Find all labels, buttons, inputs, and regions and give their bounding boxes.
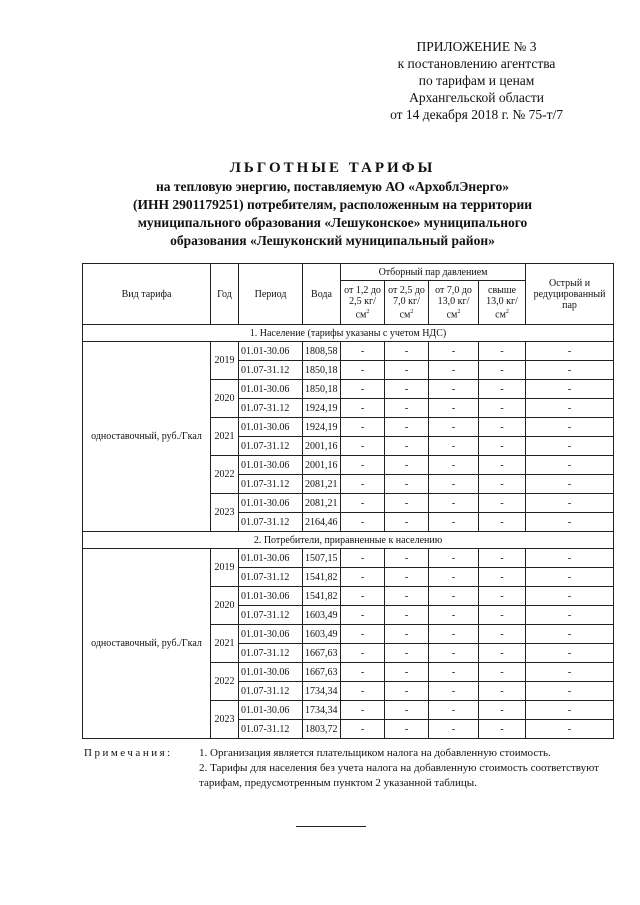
period-cell: 01.07-31.12 <box>239 720 303 739</box>
pressure-cell: - <box>385 437 429 456</box>
table-row <box>83 549 614 568</box>
period-cell: 01.07-31.12 <box>239 644 303 663</box>
pressure-cell: - <box>479 513 526 532</box>
title-line: (ИНН 2901179251) потребителям, расположенным на территории <box>132 197 533 212</box>
pressure-cell: - <box>429 682 479 701</box>
pressure-cell: - <box>385 380 429 399</box>
divider-line <box>296 826 366 827</box>
header-sharp-steam: Острый и редуцированный пар <box>526 264 614 325</box>
pressure-cell: - <box>341 625 385 644</box>
year-cell: 2023 <box>211 701 239 739</box>
pressure-cell: - <box>479 682 526 701</box>
pressure-cell: - <box>479 720 526 739</box>
superscript: 2 <box>366 308 370 315</box>
water-cell: 1667,63 <box>303 644 341 663</box>
period-cell: 01.01-30.06 <box>239 494 303 513</box>
water-cell: 1803,72 <box>303 720 341 739</box>
period-cell: 01.01-30.06 <box>239 587 303 606</box>
period-cell: 01.01-30.06 <box>239 342 303 361</box>
table-row <box>83 342 614 361</box>
pressure-cell: - <box>341 456 385 475</box>
pressure-cell: - <box>341 720 385 739</box>
pressure-cell: - <box>429 380 479 399</box>
header-year: Год <box>211 264 239 325</box>
water-cell: 1507,15 <box>303 549 341 568</box>
notes-label: Примечания: <box>84 747 173 759</box>
pressure-cell: - <box>479 418 526 437</box>
header-tariff-type: Вид тарифа <box>83 264 211 325</box>
header-pressure-2 <box>385 281 429 325</box>
pressure-cell: - <box>479 456 526 475</box>
year-cell: 2022 <box>211 663 239 701</box>
pressure-cell: - <box>341 475 385 494</box>
pressure-cell: - <box>429 701 479 720</box>
period-cell: 01.07-31.12 <box>239 568 303 587</box>
period-cell: 01.07-31.12 <box>239 399 303 418</box>
pressure-cell: - <box>341 437 385 456</box>
section-title: 2. Потребители, приравненные к населению <box>83 532 614 549</box>
sharp-steam-cell: - <box>526 475 614 494</box>
appendix-line: по тарифам и ценам <box>418 73 535 88</box>
superscript: 2 <box>410 308 414 315</box>
tariff-type-cell: одноставочный, руб./Гкал <box>83 549 211 739</box>
pressure-cell: - <box>429 361 479 380</box>
pressure-cell: - <box>385 342 429 361</box>
pressure-cell: - <box>479 361 526 380</box>
pressure-cell: - <box>385 720 429 739</box>
pressure-cell: - <box>429 606 479 625</box>
sharp-steam-cell: - <box>526 513 614 532</box>
period-cell: 01.07-31.12 <box>239 361 303 380</box>
period-cell: 01.01-30.06 <box>239 549 303 568</box>
water-cell: 2081,21 <box>303 494 341 513</box>
sharp-steam-cell: - <box>526 418 614 437</box>
period-cell: 01.01-30.06 <box>239 625 303 644</box>
document-title <box>40 158 625 250</box>
note-item: 2. Тарифы для населения без учета налога на добавленную стоимость соответствуют тарифам, предусмотренным пунктом 2 указанной таблицы. <box>199 762 599 789</box>
note-item: 1. Организация является плательщиком налога на добавленную стоимость. <box>199 747 551 759</box>
pressure-cell: - <box>479 380 526 399</box>
water-cell: 1734,34 <box>303 701 341 720</box>
pressure-cell: - <box>385 418 429 437</box>
pressure-cell: - <box>479 342 526 361</box>
sharp-steam-cell: - <box>526 568 614 587</box>
year-cell: 2020 <box>211 587 239 625</box>
pressure-cell: - <box>429 625 479 644</box>
water-cell: 2001,16 <box>303 437 341 456</box>
pressure-cell: - <box>385 644 429 663</box>
period-cell: 01.07-31.12 <box>239 682 303 701</box>
pressure-cell: - <box>385 587 429 606</box>
pressure-cell: - <box>385 568 429 587</box>
header-pressure-label: свыше 13,0 кг/см <box>486 284 518 321</box>
sharp-steam-cell: - <box>526 437 614 456</box>
pressure-cell: - <box>341 399 385 418</box>
period-cell: 01.01-30.06 <box>239 456 303 475</box>
sharp-steam-cell: - <box>526 456 614 475</box>
period-cell: 01.07-31.12 <box>239 513 303 532</box>
pressure-cell: - <box>429 549 479 568</box>
water-cell: 2164,46 <box>303 513 341 532</box>
pressure-cell: - <box>385 475 429 494</box>
tariff-body <box>83 325 614 739</box>
year-cell: 2023 <box>211 494 239 532</box>
pressure-cell: - <box>429 513 479 532</box>
pressure-cell: - <box>479 644 526 663</box>
pressure-cell: - <box>385 625 429 644</box>
pressure-cell: - <box>429 494 479 513</box>
sharp-steam-cell: - <box>526 701 614 720</box>
pressure-cell: - <box>429 475 479 494</box>
pressure-cell: - <box>429 342 479 361</box>
pressure-cell: - <box>429 568 479 587</box>
pressure-cell: - <box>385 549 429 568</box>
water-cell: 1667,63 <box>303 663 341 682</box>
pressure-cell: - <box>385 361 429 380</box>
pressure-cell: - <box>479 437 526 456</box>
year-cell: 2022 <box>211 456 239 494</box>
sharp-steam-cell: - <box>526 644 614 663</box>
sharp-steam-cell: - <box>526 494 614 513</box>
pressure-cell: - <box>385 513 429 532</box>
year-cell: 2019 <box>211 549 239 587</box>
water-cell: 1924,19 <box>303 418 341 437</box>
pressure-cell: - <box>429 663 479 682</box>
pressure-cell: - <box>341 663 385 682</box>
header-pressure-label: от 1,2 до 2,5 кг/см <box>344 284 381 321</box>
appendix-line: от 14 декабря 2018 г. № 75-т/7 <box>390 107 563 122</box>
period-cell: 01.01-30.06 <box>239 418 303 437</box>
year-cell: 2020 <box>211 380 239 418</box>
period-cell: 01.07-31.12 <box>239 606 303 625</box>
pressure-cell: - <box>341 682 385 701</box>
pressure-cell: - <box>341 549 385 568</box>
sharp-steam-cell: - <box>526 342 614 361</box>
appendix-line: Архангельской области <box>409 90 544 105</box>
water-cell: 1603,49 <box>303 606 341 625</box>
pressure-cell: - <box>385 494 429 513</box>
sharp-steam-cell: - <box>526 606 614 625</box>
header-steam-group: Отборный пар давлением <box>341 264 526 281</box>
pressure-cell: - <box>341 380 385 399</box>
pressure-cell: - <box>479 494 526 513</box>
water-cell: 1603,49 <box>303 625 341 644</box>
year-cell: 2019 <box>211 342 239 380</box>
sharp-steam-cell: - <box>526 380 614 399</box>
appendix-line: к постановлению агентства <box>397 56 556 71</box>
water-cell: 1924,19 <box>303 399 341 418</box>
pressure-cell: - <box>429 644 479 663</box>
period-cell: 01.01-30.06 <box>239 701 303 720</box>
year-cell: 2021 <box>211 625 239 663</box>
pressure-cell: - <box>429 587 479 606</box>
pressure-cell: - <box>479 549 526 568</box>
header-pressure-1 <box>341 281 385 325</box>
pressure-cell: - <box>385 663 429 682</box>
sharp-steam-cell: - <box>526 549 614 568</box>
pressure-cell: - <box>385 606 429 625</box>
sharp-steam-cell: - <box>526 663 614 682</box>
pressure-cell: - <box>341 606 385 625</box>
sharp-steam-cell: - <box>526 361 614 380</box>
header-period: Период <box>239 264 303 325</box>
sharp-steam-cell: - <box>526 587 614 606</box>
pressure-cell: - <box>429 437 479 456</box>
pressure-cell: - <box>341 701 385 720</box>
sharp-steam-cell: - <box>526 399 614 418</box>
period-cell: 01.01-30.06 <box>239 663 303 682</box>
tariff-type-cell: одноставочный, руб./Гкал <box>83 342 211 532</box>
sharp-steam-cell: - <box>526 720 614 739</box>
pressure-cell: - <box>341 361 385 380</box>
pressure-cell: - <box>479 587 526 606</box>
period-cell: 01.07-31.12 <box>239 437 303 456</box>
pressure-cell: - <box>479 475 526 494</box>
pressure-cell: - <box>385 399 429 418</box>
appendix-header <box>390 38 563 123</box>
header-row <box>83 264 614 281</box>
pressure-cell: - <box>385 682 429 701</box>
water-cell: 1850,18 <box>303 380 341 399</box>
header-water: Вода <box>303 264 341 325</box>
header-pressure-label: от 7,0 до 13,0 кг/см <box>435 284 472 321</box>
year-cell: 2021 <box>211 418 239 456</box>
title-line: муниципального образования «Лешуконское» муниципального <box>137 215 528 230</box>
title-main: ЛЬГОТНЫЕ ТАРИФЫ <box>229 160 436 176</box>
pressure-cell: - <box>341 494 385 513</box>
superscript: 2 <box>505 308 509 315</box>
water-cell: 1541,82 <box>303 587 341 606</box>
water-cell: 1850,18 <box>303 361 341 380</box>
pressure-cell: - <box>385 456 429 475</box>
title-line: на тепловую энергию, поставляемую АО «АрхоблЭнерго» <box>156 179 509 194</box>
pressure-cell: - <box>341 568 385 587</box>
water-cell: 1541,82 <box>303 568 341 587</box>
pressure-cell: - <box>385 701 429 720</box>
superscript: 2 <box>457 308 461 315</box>
pressure-cell: - <box>429 456 479 475</box>
section-row <box>83 532 614 549</box>
pressure-cell: - <box>341 513 385 532</box>
notes-list <box>199 746 599 791</box>
period-cell: 01.01-30.06 <box>239 380 303 399</box>
header-pressure-label: от 2,5 до 7,0 кг/см <box>388 284 425 321</box>
pressure-cell: - <box>341 587 385 606</box>
pressure-cell: - <box>479 701 526 720</box>
pressure-cell: - <box>479 568 526 587</box>
pressure-cell: - <box>429 399 479 418</box>
water-cell: 2001,16 <box>303 456 341 475</box>
pressure-cell: - <box>341 418 385 437</box>
sharp-steam-cell: - <box>526 682 614 701</box>
pressure-cell: - <box>429 418 479 437</box>
water-cell: 1808,58 <box>303 342 341 361</box>
title-line: образования «Лешуконский муниципальный район» <box>170 233 495 248</box>
header-pressure-3 <box>429 281 479 325</box>
period-cell: 01.07-31.12 <box>239 475 303 494</box>
pressure-cell: - <box>341 644 385 663</box>
section-title: 1. Население (тарифы указаны с учетом НДС) <box>83 325 614 342</box>
sharp-steam-cell: - <box>526 625 614 644</box>
pressure-cell: - <box>479 625 526 644</box>
water-cell: 2081,21 <box>303 475 341 494</box>
tariff-table <box>82 263 614 739</box>
water-cell: 1734,34 <box>303 682 341 701</box>
pressure-cell: - <box>479 606 526 625</box>
header-pressure-4 <box>479 281 526 325</box>
pressure-cell: - <box>341 342 385 361</box>
pressure-cell: - <box>479 399 526 418</box>
appendix-line: ПРИЛОЖЕНИЕ № 3 <box>416 39 537 54</box>
section-row <box>83 325 614 342</box>
pressure-cell: - <box>429 720 479 739</box>
pressure-cell: - <box>479 663 526 682</box>
